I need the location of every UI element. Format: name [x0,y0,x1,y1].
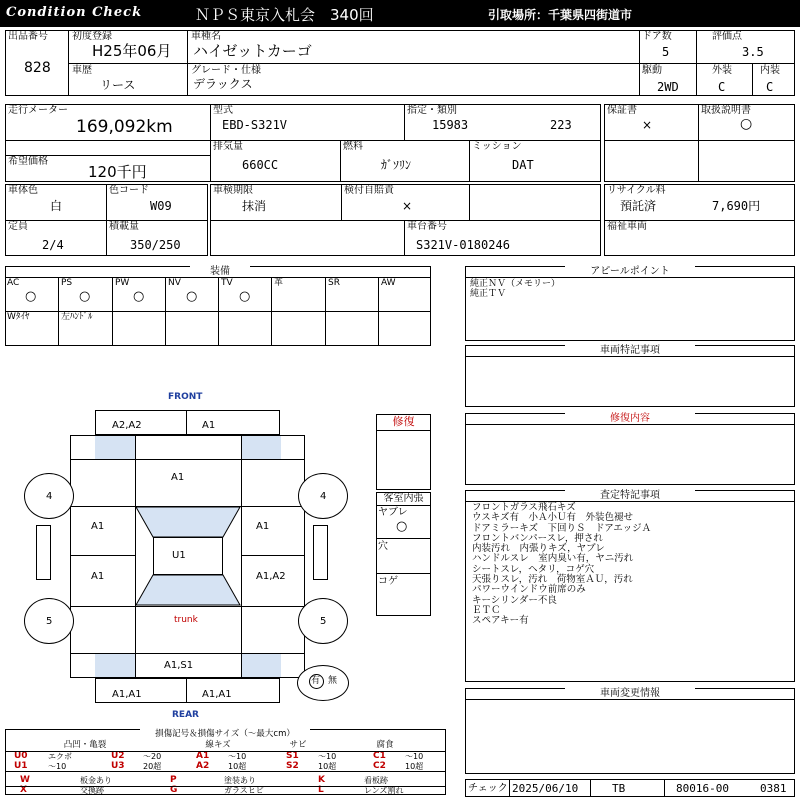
legend-desc: ～20 [143,752,162,761]
equipment-label: SR [328,278,340,288]
legend-code: A2 [196,761,210,771]
type-label: 型式 [213,105,233,116]
equipment-mark: ○ [186,289,198,304]
tire-rl-value: 5 [46,616,53,627]
right-front-door-damage: A1 [256,521,270,532]
brand-title: Condition Check [6,5,143,20]
first-reg-label: 初度登録 [72,31,112,42]
legend-extra-desc: 板金あり [80,776,112,785]
recycle-status: 預託済 [620,199,657,213]
color-code-value: W09 [150,199,172,213]
legend-header: 線キズ [205,740,231,750]
legend-extra-code: W [20,775,30,785]
equipment-cell [165,311,218,346]
inspection-note: ウスキズ有 小Ａ小Ｕ有 外装色褪せ [472,512,634,524]
legend-code: A1 [196,751,210,761]
equipment-title: 装備 [190,266,250,277]
model-value: ハイゼットカーゴ [193,42,312,60]
recycle-label: リサイクル料 [607,185,666,196]
appeal-title: アピールポイント [565,266,695,277]
legend-header: 凸凹・亀裂 [63,740,107,750]
legend-desc: ～10 [48,762,67,771]
grade-label: グレード・仕様 [191,65,261,76]
legend-code: U1 [14,761,28,771]
equipment-label: 革 [274,278,284,288]
history-value: リース [100,78,136,92]
equipment-label: TV [221,278,233,288]
equipment-cell [271,277,324,311]
legend-title: 損傷記号＆損傷サイズ（～最大cm） [140,729,310,740]
warranty-label: 保証書 [607,105,637,116]
manual-label: 取扱説明書 [701,105,751,116]
recycle-value: 7,690円 [712,199,761,213]
hood-damage: A1 [171,472,185,483]
spare-suffix: 無 [328,676,338,686]
doors-label: ドア数 [642,31,672,42]
vehicle-notes-title: 車両特記事項 [565,345,695,356]
rear-right-damage: A1,A1 [202,689,232,700]
model-label: 車種名 [191,31,221,42]
inspection-note: キーシリンダー不良 [472,594,557,606]
score-value: 3.5 [742,45,764,59]
legend-extra-desc: ガラスヒビ [224,786,264,795]
left-side-mirror [36,525,51,580]
exterior-value: C [718,80,726,94]
equipment-cell [378,277,431,311]
cabin-hole-label: 穴 [378,541,388,552]
color-label: 車体色 [8,185,38,196]
equipment-cell [112,311,165,346]
lot-label: 出品番号 [8,31,48,42]
spare-prefix: 有 [311,676,321,686]
equipment-label: 左ﾊﾝﾄﾞﾙ [61,312,93,322]
auction-title: ＮＰＳ東京入札会 340回 [195,6,374,24]
repair-content-title: 修復内容 [565,413,695,424]
mission-value: DAT [512,158,534,172]
legend-extra-code: K [318,775,325,785]
left-front-door-damage: A1 [91,521,105,532]
first-reg-value: H25年06月 [92,42,172,60]
color-code-label: 色コード [109,185,149,196]
legend-desc: 10超 [405,762,424,771]
inspection-note: 内装汚れ 内張りキズ，ヤブレ [472,543,605,555]
right-rear-door-damage: A1,A2 [256,571,286,582]
doors-value: 5 [662,45,670,59]
insurance-label: 検付自賠責 [344,185,394,196]
grade-value: デラックス [193,77,253,91]
left-rear-door-damage: A1 [91,571,105,582]
legend-desc: 20超 [143,762,162,771]
rear-upper-damage: A1,S1 [164,660,194,671]
displacement-label: 排気量 [213,141,243,152]
legend-extra-desc: 交換跡 [80,786,104,795]
tire-fl-value: 4 [46,491,53,502]
inspection-value: 抹消 [242,199,267,213]
legend-code: S1 [286,751,299,761]
inspection-notes-lines [472,503,651,627]
drive-value: 2WD [657,80,679,94]
legend-extra-desc: 塗装あり [224,776,256,785]
equipment-cell [218,277,271,311]
interior-label: 内装 [760,65,780,76]
legend-code: S2 [286,761,299,771]
load-value: 350/250 [130,238,181,252]
checker: TB [612,782,626,795]
equipment-cell [218,311,271,346]
cabin-tear-label: ヤブレ [378,507,408,518]
price-value: 120千円 [88,163,147,181]
cert-label: 指定・類別 [407,105,457,116]
equipment-cell [378,311,431,346]
equipment-cell [112,277,165,311]
inspection-note: フロントガラス飛石キズ [472,502,576,513]
legend-code: C1 [373,751,386,761]
legend-code: U2 [111,751,125,761]
equipment-label: AC [7,278,20,288]
inspection-notes-title: 査定特記事項 [565,490,695,501]
lot-value: 828 [24,60,51,76]
chassis-label: 車台番号 [407,221,447,232]
appeal-lines [470,279,560,299]
front-label: FRONT [168,392,203,402]
equipment-cell [5,311,58,346]
legend-extra-code: P [170,775,177,785]
equipment-cell [165,277,218,311]
load-label: 積載量 [109,221,139,232]
inspection-note: 天張りスレ，汚れ 荷物室ＡＵ，汚れ [472,574,633,586]
rear-left-damage: A1,A1 [112,689,142,700]
vehicle-changes-title: 車両変更情報 [565,688,695,699]
score-label: 評価点 [712,31,742,42]
header-bar [0,0,800,27]
legend-code: U0 [14,751,28,761]
roof-damage: U1 [172,550,186,561]
legend-extra-desc: 看板跡 [364,776,388,785]
capacity-value: 2/4 [42,238,64,252]
fuel-label: 燃料 [343,141,363,152]
legend-desc: エクボ [48,752,72,761]
displacement-value: 660CC [242,158,279,172]
cert-value-1: 15983 [432,118,469,132]
equipment-mark: ○ [25,289,37,304]
inspection-note: シートスレ，ヘタリ，コゲ穴 [472,563,595,575]
cabin-box-title: 客室内張 [377,493,430,504]
capacity-label: 定員 [8,221,28,232]
equipment-cell [5,277,58,311]
legend-extra-code: L [318,785,324,795]
cert-value-2: 223 [550,118,572,132]
exterior-label: 外装 [712,65,732,76]
appeal-line: 純正ＴＶ [470,289,507,299]
equipment-label: Wﾀｲﾔ [7,312,30,322]
inspection-note: ハンドルスレ 室内臭い有，ヤニ汚れ [472,553,634,565]
equipment-cell [271,311,324,346]
roof-panel [153,537,223,575]
legend-extra-code: X [20,785,27,795]
doc-seq: 0381 [760,782,787,795]
warranty-value: × [642,118,653,132]
drive-label: 駆動 [642,65,662,76]
chassis-value: S321V-0180246 [416,238,510,252]
legend-desc: ～10 [405,752,424,761]
legend-header: 腐食 [376,740,394,750]
equipment-mark: ○ [133,289,145,304]
legend-code: C2 [373,761,386,771]
tire-fr-value: 4 [320,491,327,502]
welfare-label: 福祉車両 [607,221,647,232]
equipment-cell [58,277,111,311]
legend-extra-code: G [170,785,178,795]
tire-rr-value: 5 [320,616,327,627]
inspection-note: ＥＴＣ [472,604,501,616]
history-label: 車歴 [72,65,92,76]
mileage-value: 169,092km [76,117,173,137]
front-right-damage: A1 [202,420,216,431]
equipment-label: PW [115,278,130,288]
equipment-mark: ○ [239,289,251,304]
front-left-damage: A2,A2 [112,420,142,431]
legend-extra-desc: レンズ割れ [364,786,404,795]
inspection-note: パワーウインドウ前席のみ [472,584,586,596]
equipment-label: NV [168,278,181,288]
equipment-mark: ○ [79,289,91,304]
right-side-mirror [313,525,328,580]
doc-no: 80016-00 [676,782,729,795]
rear-label: REAR [172,710,199,720]
interior-value: C [766,80,774,94]
fuel-value: ｶﾞｿﾘﾝ [381,158,412,172]
price-label: 希望価格 [8,156,48,167]
mission-label: ミッション [472,141,522,152]
equipment-cell [325,277,378,311]
legend-desc: 10超 [318,762,337,771]
cabin-burn-label: コゲ [378,576,398,587]
equipment-label: PS [61,278,73,288]
trunk-label: trunk [174,615,198,625]
mileage-label: 走行メーター [8,105,68,116]
manual-value: ○ [740,116,753,132]
cabin-tear-mark: ○ [396,519,408,534]
repair-box-title: 修復 [377,416,430,427]
inspection-note: ドアミラーキズ 下回りＳ ドアエッジＡ [472,522,652,534]
inspection-label: 車検期限 [213,185,253,196]
equipment-label: AW [381,278,396,288]
vehicle-changes-panel [465,688,795,774]
car-diagram [0,388,370,723]
type-value: EBD-S321V [222,118,288,132]
equipment-cell [325,311,378,346]
color-value: 白 [50,199,63,213]
appeal-line: 純正ＮＶ（メモリー） [470,279,561,289]
check-label: チェック [468,783,508,794]
legend-desc: ～10 [318,752,337,761]
legend-desc: 10超 [228,762,247,771]
inspection-note: フロントバンパースレ，押され [472,532,603,544]
legend-desc: ～10 [228,752,247,761]
inspection-note: スペアキー有 [472,615,529,627]
equipment-cell [58,311,111,346]
legend-header: サビ [289,740,307,750]
check-date: 2025/06/10 [512,782,579,795]
insurance-value: × [402,199,413,213]
legend-code: U3 [111,761,125,771]
pickup-location: 引取場所：千葉県四街道市 [488,8,633,22]
